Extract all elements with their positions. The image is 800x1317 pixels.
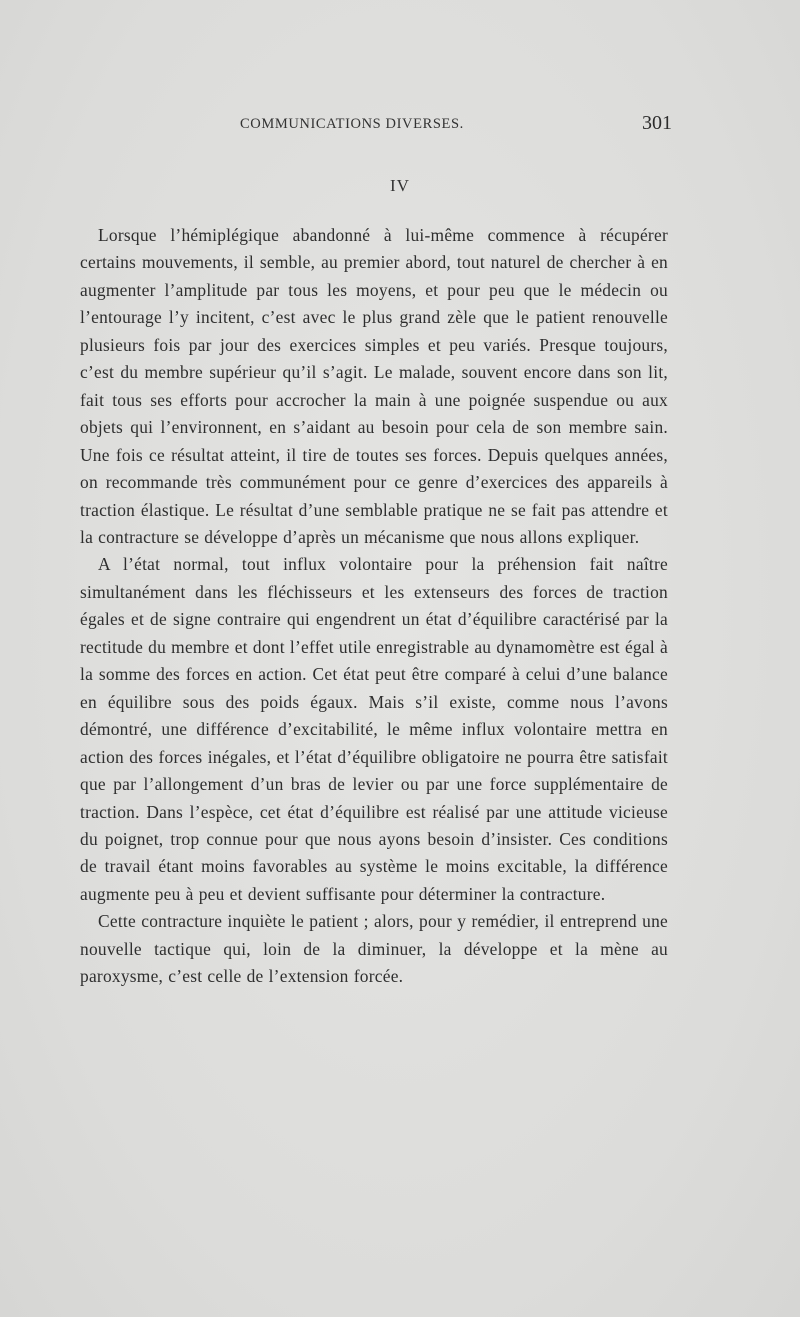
paragraph: [80, 222, 668, 551]
paragraph-text: A l’état normal, tout influx volontaire pour la préhension fait naître simultanément dans les fléchisseurs et les extenseurs des forces de traction égales et de signe contraire qui engendrent un état d’équilibre caractérisé par la rectitude du membre et dont l’effet utile enregistrable au dynamomètre est égal à la somme des forces en action. Cet état peut être comparé à celui d’une balance en équilibre sous des poids égaux. Mais s’il existe, comme nous l’avons démontré, une différence d’excitabilité, le même influx volontaire mettra en action des forces inégales, et l’état d’équilibre obligatoire ne pourra être satisfait que par l’allongement d’un bras de levier ou par une force supplémentaire de traction. Dans l’espèce, cet état d’équilibre est réalisé par une attitude vicieuse du poignet, trop connue pour que nous ayons besoin d’insister. Ces conditions de travail étant moins favorables au système le moins excitable, la différence augmente peu à peu et devient suffisante pour déterminer la contracture.: [80, 554, 668, 904]
running-head: [80, 112, 672, 138]
paragraph-text: Cette contracture inquiète le patient ; alors, pour y remédier, il entreprend une nouvelle tactique qui, loin de la diminuer, la développe et la mène au paroxysme, c’est celle de l’extension forcée.: [80, 911, 668, 987]
section-heading: IV: [390, 176, 410, 195]
paragraph: [80, 551, 668, 908]
running-title: COMMUNICATIONS DIVERSES.: [240, 116, 464, 132]
page-number: 301: [642, 112, 672, 134]
body-text: [80, 222, 668, 991]
paragraph-text: Lorsque l’hémiplégique abandonné à lui-même commence à récupérer certains mouvements, il semble, au premier abord, tout naturel de chercher à en augmenter l’amplitude par tous les moyens, et pour peu que le médecin ou l’entourage l’y incitent, c’est avec le plus grand zèle que le patient renouvelle plusieurs fois par jour des exercices simples et peu variés. Presque toujours, c’est du membre supérieur qu’il s’agit. Le malade, souvent encore dans son lit, fait tous ses efforts pour accrocher la main à une poignée suspendue ou aux objets qui l’environnent, en s’aidant au besoin pour cela de son membre sain. Une fois ce résultat atteint, il tire de toutes ses forces. Depuis quelques années, on recommande très communément pour ce genre d’exercices des appareils à traction élastique. Le résultat d’une semblable pratique ne se fait pas attendre et la contracture se développe d’après un mécanisme que nous allons expliquer.: [80, 225, 668, 547]
paragraph: [80, 908, 668, 990]
